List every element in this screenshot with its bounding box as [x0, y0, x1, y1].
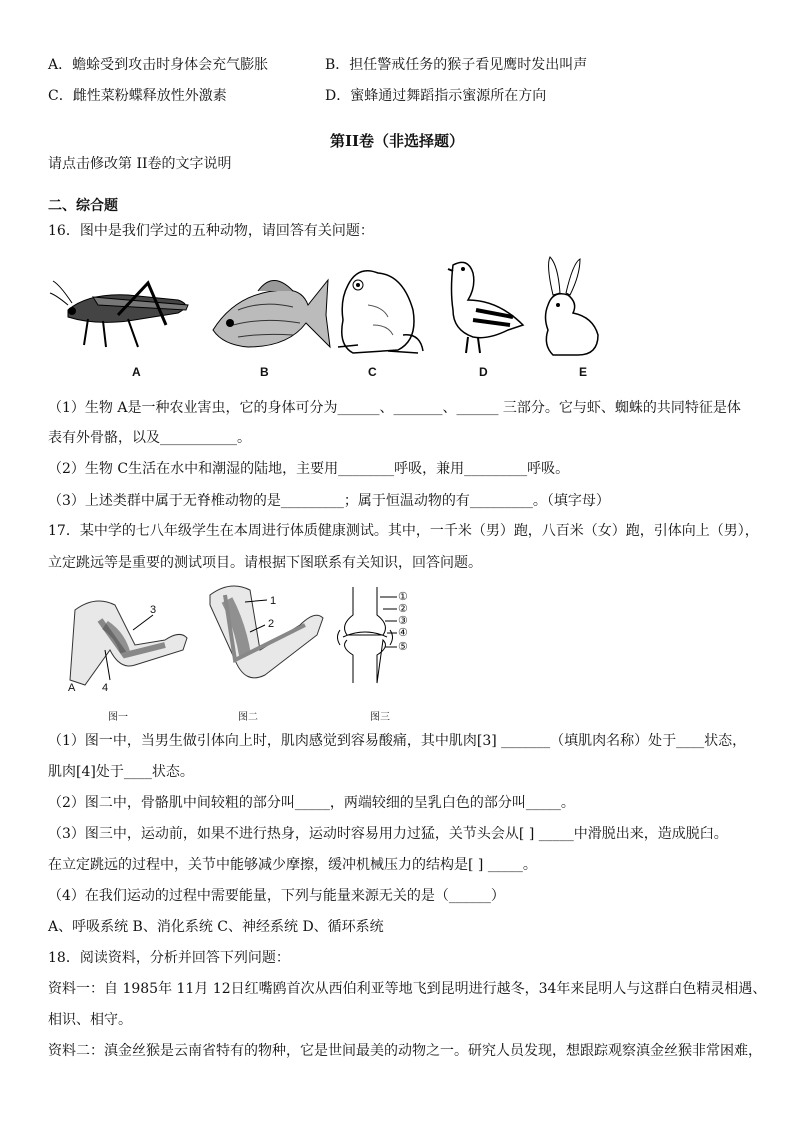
caption-fig2: 图二	[238, 712, 258, 723]
part2-title: 二、综合题	[48, 198, 118, 214]
arm-joint-figure	[60, 580, 440, 723]
q17-part1-line2: 肌肉[4]处于____状态。	[48, 764, 194, 780]
arm-figure-2	[205, 580, 325, 690]
q18-stem: 18．阅读资料，分析并回答下列问题：	[48, 950, 290, 966]
label-b: B	[260, 365, 269, 379]
q16-part3: （3）上述类群中属于无脊椎动物的是_________；属于恒温动物的有_________。（填字母）	[48, 493, 610, 509]
q18-material2: 资料二：滇金丝猴是云南省特有的物种，它是世间最美的动物之一。研究人员发现，想跟踪观察滇金丝猴非常困难，	[48, 1043, 762, 1059]
q15-option-a: A．蟾蜍受到攻击时身体会充气膨胀	[48, 57, 269, 73]
q18-material1-line1: 资料一：自 1985年 11月 12日红嘴鸥首次从西伯利亚等地飞到昆明进行越冬，34年来昆明人与这群白色精灵相遇、	[48, 981, 767, 997]
fish-illustration	[208, 255, 333, 360]
q17-stem-line2: 立定跳远等是重要的测试项目。请根据下图联系有关知识，回答问题。	[48, 555, 482, 571]
rabbit-illustration	[538, 255, 608, 360]
q16-part2: （2）生物 C生活在水中和潮湿的陆地，主要用________呼吸，兼用_________呼吸。	[48, 461, 570, 477]
caption-fig1: 图一	[108, 712, 128, 723]
fig2-label-1: 1	[270, 595, 277, 607]
fig1-label-3: 3	[150, 604, 157, 616]
section-title: 第II卷（非选择题）	[329, 132, 465, 150]
fig2-label-2: 2	[268, 618, 275, 630]
fig3-label-2: ②	[398, 603, 408, 615]
fig3-label-1: ①	[398, 591, 408, 603]
label-a: A	[132, 365, 141, 379]
q17-stem-line1: 17．某中学的七八年级学生在本周进行体质健康测试。其中，一千米（男）跑，八百米（女）跑，引体向上（男），	[48, 523, 759, 539]
q17-part2: （2）图二中，骨骼肌中间较粗的部分叫_____，两端较细的呈乳白色的部分叫_____。	[48, 795, 575, 811]
q15-option-d: D．蜜蜂通过舞蹈指示蜜源所在方向	[325, 88, 547, 104]
section-note: 请点击修改第 II卷的文字说明	[48, 156, 232, 172]
arm-figure-1	[65, 590, 190, 690]
q18-material1-line2: 相识、相守。	[48, 1012, 132, 1028]
q16-part1-line1: （1）生物 A是一种农业害虫，它的身体可分为______、_______、______ 三部分。它与虾、蜘蛛的共同特征是体	[48, 400, 741, 416]
pigeon-illustration	[438, 255, 533, 360]
fig1-label-4: 4	[102, 682, 109, 694]
q16-stem: 16．图中是我们学过的五种动物，请回答有关问题：	[48, 223, 374, 239]
fig3-label-5: ⑤	[398, 641, 408, 653]
q17-part3-line2: 在立定跳远的过程中，关节中能够减少摩擦，缓冲机械压力的结构是[ ] _____。	[48, 857, 537, 873]
q15-option-c: C．雌性菜粉蝶释放性外激素	[48, 88, 227, 104]
q17-options: A、呼吸系统 B、消化系统 C、神经系统 D、循环系统	[48, 919, 384, 935]
grasshopper-illustration	[48, 255, 198, 360]
frog-illustration	[328, 255, 428, 360]
label-d: D	[479, 365, 488, 379]
q17-part4: （4）在我们运动的过程中需要能量，下列与能量来源无关的是（______）	[48, 888, 505, 904]
fig3-label-4: ④	[398, 627, 408, 639]
fig1-label-a: A	[68, 682, 76, 694]
fig3-label-3: ③	[398, 615, 408, 627]
q17-part1-line1: （1）图一中，当男生做引体向上时，肌肉感觉到容易酸痛，其中肌肉[3] _______（填肌肉名称）处于____状态，	[48, 733, 747, 749]
label-c: C	[368, 365, 377, 379]
label-e: E	[579, 365, 588, 379]
caption-fig3: 图三	[370, 712, 390, 723]
q17-part3-line1: （3）图三中，运动前，如果不进行热身，运动时容易用力过猛，关节头会从[ ] _____中滑脱出来，造成脱臼。	[48, 826, 728, 842]
animals-figure	[48, 255, 608, 385]
q16-part1-line2: 表有外骨骼，以及___________。	[48, 430, 251, 446]
q15-option-b: B．担任警戒任务的猴子看见鹰时发出叫声	[325, 57, 588, 73]
